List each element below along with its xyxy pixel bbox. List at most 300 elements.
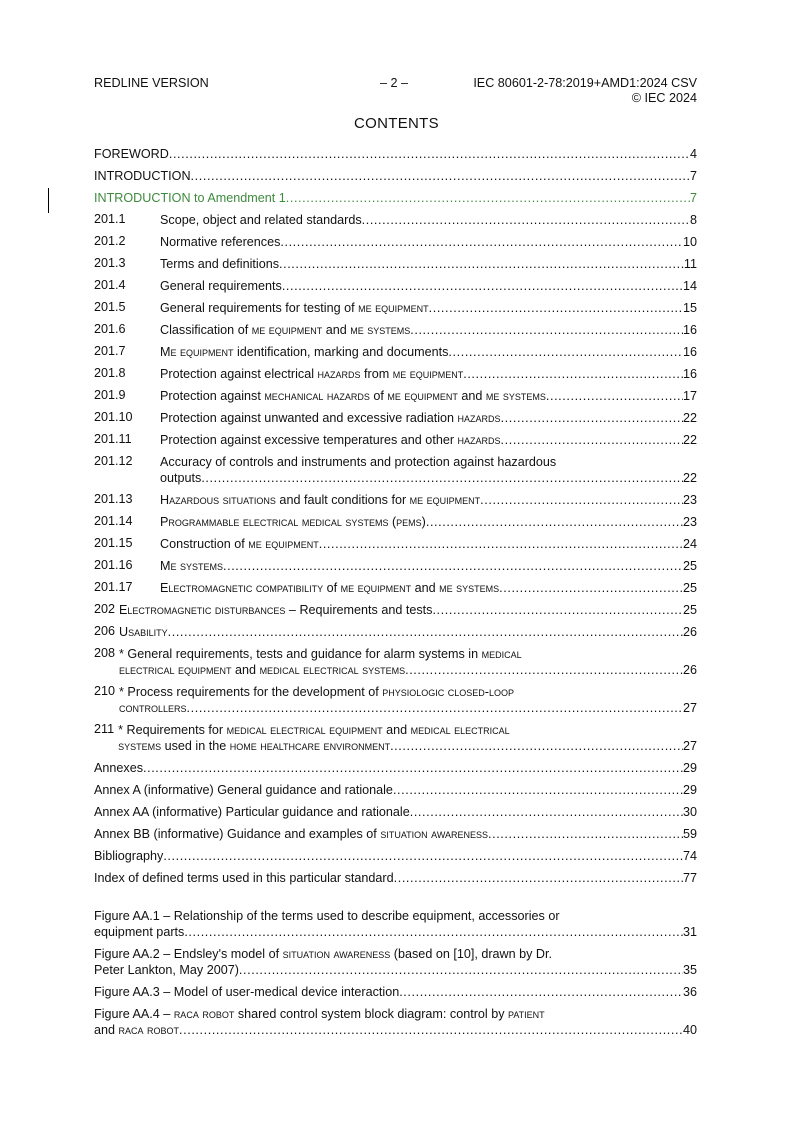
- section-number: 201.17: [94, 580, 133, 594]
- toc-entry[interactable]: [94, 848, 697, 864]
- leader-dots: [399, 984, 683, 1000]
- toc-entry[interactable]: [94, 410, 697, 426]
- entry-line: [94, 962, 697, 978]
- section-number: 201.13: [94, 492, 133, 506]
- title-segment: home healthcare environment: [229, 739, 391, 753]
- leader-dots: [319, 536, 683, 552]
- title-segment: raca robot: [118, 1023, 180, 1037]
- page-ref[interactable]: 40: [682, 1023, 697, 1037]
- entry-line: [160, 344, 697, 360]
- toc-entry[interactable]: [94, 760, 697, 776]
- leader-dots: [394, 870, 683, 886]
- title-segment: FOREWORD: [94, 147, 169, 161]
- table-of-contents: [94, 146, 697, 1044]
- toc-entry[interactable]: [94, 1006, 697, 1038]
- toc-entry[interactable]: [94, 946, 697, 978]
- toc-entry[interactable]: [94, 344, 697, 360]
- entry-body: [94, 848, 697, 864]
- title-segment: situation awareness: [282, 947, 391, 961]
- entry-body: [94, 984, 697, 1000]
- entry-body: [94, 760, 697, 776]
- entry-body: [94, 168, 697, 184]
- entry-title: [160, 580, 499, 596]
- title-segment: of: [323, 581, 341, 595]
- entry-line: [160, 410, 697, 426]
- entry-body: [94, 908, 697, 940]
- toc-entry[interactable]: [94, 870, 697, 886]
- entry-body: [119, 624, 697, 640]
- toc-entry[interactable]: [94, 558, 697, 574]
- toc-entry[interactable]: [94, 322, 697, 338]
- section-number: 210: [94, 684, 116, 698]
- toc-entry[interactable]: [94, 256, 697, 272]
- section-number: 201.1: [94, 212, 126, 226]
- entry-line: [94, 1022, 697, 1038]
- entry-line: [160, 366, 697, 382]
- title-segment: – Requirements and tests: [285, 603, 433, 617]
- title-segment: from: [360, 367, 393, 381]
- title-segment: used in the: [161, 739, 230, 753]
- title-segment: and: [382, 723, 411, 737]
- page-title: CONTENTS: [354, 115, 439, 132]
- entry-line: [118, 722, 697, 738]
- section-number: 201.5: [94, 300, 126, 314]
- entry-body: [160, 514, 697, 530]
- entry-title: [94, 190, 286, 206]
- leader-dots: [410, 322, 683, 338]
- entry-body: [160, 212, 697, 228]
- title-segment: Annexes: [94, 761, 144, 775]
- page-ref[interactable]: 36: [682, 985, 697, 999]
- page-ref[interactable]: 59: [682, 827, 697, 841]
- entry-body: [160, 278, 697, 294]
- leader-dots: [223, 558, 683, 574]
- title-segment: hazards: [317, 367, 361, 381]
- leader-dots: [463, 366, 683, 382]
- page-ref[interactable]: 7: [689, 191, 697, 205]
- title-segment: Annex BB (informative) Guidance and examples of: [94, 827, 381, 841]
- title-segment: Scope, object and related standards: [160, 213, 362, 227]
- entry-line: [160, 432, 697, 448]
- entry-line: [94, 908, 697, 924]
- entry-title: [160, 432, 501, 448]
- title-segment: Me systems: [160, 559, 224, 573]
- title-segment: and: [322, 323, 351, 337]
- title-segment: Electromagnetic disturbances: [119, 603, 286, 617]
- entry-line: [160, 470, 697, 486]
- page-ref[interactable]: 22: [682, 411, 697, 425]
- title-segment: Hazardous situations: [160, 493, 276, 507]
- leader-dots: [143, 760, 683, 776]
- entry-body: [119, 646, 697, 678]
- entry-title: [94, 870, 394, 886]
- title-segment: Protection against unwanted and excessive radiation: [160, 411, 458, 425]
- title-segment: outputs: [160, 471, 202, 485]
- entry-body: [160, 300, 697, 316]
- title-segment: Accuracy of controls and instruments and protection against hazardous: [160, 455, 557, 469]
- title-segment: * Process requirements for the development of: [119, 685, 383, 699]
- entry-title: [160, 454, 556, 470]
- leader-dots: [362, 212, 690, 228]
- entry-line: [94, 782, 697, 798]
- toc-entry[interactable]: [94, 984, 697, 1000]
- page-ref[interactable]: 35: [682, 963, 697, 977]
- title-segment: electrical equipment: [119, 663, 232, 677]
- leader-dots: [390, 738, 683, 754]
- page-number: – 2 –: [380, 76, 409, 90]
- toc-entry[interactable]: [94, 388, 697, 404]
- title-segment: and fault conditions for: [275, 493, 410, 507]
- toc-entry[interactable]: [94, 366, 697, 382]
- entry-title: [160, 514, 426, 530]
- section-number: 201.15: [94, 536, 133, 550]
- title-segment: equipment parts: [94, 925, 185, 939]
- entry-title: [160, 212, 362, 228]
- title-segment: Construction of: [160, 537, 249, 551]
- entry-body: [94, 826, 697, 842]
- leader-dots: [429, 300, 683, 316]
- title-segment: Classification of: [160, 323, 252, 337]
- title-segment: Terms and definitions: [160, 257, 280, 271]
- section-number: 201.11: [94, 432, 132, 446]
- title-segment: Protection against: [160, 389, 265, 403]
- title-segment: me equipment: [248, 537, 319, 551]
- entry-body: [118, 722, 697, 754]
- entry-title: [94, 984, 399, 1000]
- entry-title: [160, 536, 319, 552]
- entry-title: [94, 924, 184, 940]
- entry-body: [94, 190, 697, 206]
- title-segment: Normative references: [160, 235, 281, 249]
- page-ref[interactable]: 22: [682, 433, 697, 447]
- page-ref[interactable]: 23: [682, 493, 697, 507]
- entry-body: [160, 344, 697, 360]
- entry-line: [119, 602, 697, 618]
- entry-line: [160, 212, 697, 228]
- title-segment: Bibliography: [94, 849, 164, 863]
- page-ref[interactable]: 30: [682, 805, 697, 819]
- leader-dots: [191, 168, 690, 184]
- redline-change-bar: [48, 188, 49, 213]
- leader-dots: [546, 388, 683, 404]
- toc-entry[interactable]: [94, 646, 697, 678]
- entry-title: [119, 602, 432, 618]
- toc-entry[interactable]: [94, 804, 697, 820]
- leader-dots: [499, 580, 683, 596]
- entry-title: [118, 722, 510, 738]
- title-segment: medical: [481, 647, 522, 661]
- leader-dots: [280, 234, 683, 250]
- entry-title: [119, 662, 405, 678]
- title-segment: me equipment: [358, 301, 429, 315]
- title-segment: * Requirements for: [118, 723, 227, 737]
- page-ref[interactable]: 31: [682, 925, 697, 939]
- entry-title: [160, 558, 223, 574]
- leader-dots: [279, 256, 684, 272]
- toc-entry[interactable]: [94, 722, 697, 754]
- entry-line: [119, 646, 697, 662]
- section-number: 201.16: [94, 558, 133, 572]
- page-ref[interactable]: 74: [682, 849, 697, 863]
- title-segment: patient: [508, 1007, 545, 1021]
- entry-title: [94, 146, 169, 162]
- title-segment: me equipment: [392, 367, 464, 381]
- entry-body: [160, 492, 697, 508]
- entry-title: [160, 470, 201, 486]
- section-number: 201.2: [94, 234, 126, 248]
- title-segment: physiologic closed-loop: [382, 685, 514, 699]
- title-segment: me equipment: [387, 389, 458, 403]
- page-header: [94, 76, 697, 110]
- section-number: 201.12: [94, 454, 133, 468]
- toc-entry[interactable]: [94, 190, 697, 206]
- section-number: 208: [94, 646, 116, 660]
- title-segment: mechanical hazards: [264, 389, 370, 403]
- leader-dots: [282, 278, 683, 294]
- entry-title: [94, 946, 552, 962]
- section-number: 201.4: [94, 278, 126, 292]
- leader-dots: [405, 662, 683, 678]
- section-number: 201.6: [94, 322, 126, 336]
- entry-title: [160, 344, 448, 360]
- title-segment: medical electrical equipment: [226, 723, 383, 737]
- page-ref[interactable]: 25: [682, 559, 697, 573]
- document-id: IEC 80601-2-78:2019+AMD1:2024 CSV: [473, 76, 697, 90]
- page-ref[interactable]: 26: [682, 663, 697, 677]
- toc-entry[interactable]: [94, 168, 697, 184]
- page-ref[interactable]: 10: [682, 235, 697, 249]
- leader-dots: [179, 1022, 683, 1038]
- entry-body: [160, 432, 697, 448]
- title-segment: * General requirements, tests and guidance for alarm systems in: [119, 647, 482, 661]
- leader-dots: [187, 700, 683, 716]
- leader-dots: [488, 826, 683, 842]
- title-segment: Index of defined terms used in this particular standard: [94, 871, 394, 885]
- page-ref[interactable]: 27: [682, 739, 697, 753]
- page-ref[interactable]: 15: [682, 301, 697, 315]
- title-segment: INTRODUCTION: [94, 169, 191, 183]
- entry-line: [94, 168, 697, 184]
- entry-line: [160, 580, 697, 596]
- entry-body: [94, 782, 697, 798]
- toc-entry[interactable]: [94, 602, 697, 618]
- toc-entry[interactable]: [94, 454, 697, 486]
- page-ref[interactable]: 8: [689, 213, 697, 227]
- title-segment: INTRODUCTION to Amendment 1: [94, 191, 286, 205]
- entry-title: [119, 700, 187, 716]
- entry-line: [94, 924, 697, 940]
- entry-body: [94, 1006, 697, 1038]
- entry-body: [94, 870, 697, 886]
- page-ref[interactable]: 24: [682, 537, 697, 551]
- entry-line: [94, 146, 697, 162]
- entry-title: [119, 684, 514, 700]
- page-ref[interactable]: 27: [682, 701, 697, 715]
- entry-body: [94, 804, 697, 820]
- title-segment: me equipment: [251, 323, 323, 337]
- title-segment: situation awareness: [380, 827, 488, 841]
- title-segment: and: [411, 581, 440, 595]
- entry-line: [94, 1006, 697, 1022]
- title-segment: hazards: [457, 433, 501, 447]
- title-segment: General requirements for testing of: [160, 301, 359, 315]
- entry-body: [160, 388, 697, 404]
- page-ref[interactable]: 25: [682, 603, 697, 617]
- page-ref[interactable]: 17: [682, 389, 697, 403]
- page-ref[interactable]: 23: [682, 515, 697, 529]
- page-ref[interactable]: 7: [689, 169, 697, 183]
- entry-body: [160, 558, 697, 574]
- title-segment: Usability: [119, 625, 168, 639]
- toc-entry[interactable]: [94, 300, 697, 316]
- toc-entry[interactable]: [94, 782, 697, 798]
- entry-line: [94, 826, 697, 842]
- entry-body: [119, 684, 697, 716]
- toc-entry[interactable]: [94, 826, 697, 842]
- entry-title: [118, 738, 390, 754]
- entry-body: [94, 946, 697, 978]
- entry-title: [160, 492, 480, 508]
- title-segment: Figure AA.1 – Relationship of the terms used to describe equipment, accessories or: [94, 909, 560, 923]
- entry-line: [160, 322, 697, 338]
- entry-title: [94, 804, 410, 820]
- title-segment: Electromagnetic compatibility: [160, 581, 324, 595]
- entry-title: [94, 1022, 179, 1038]
- entry-title: [160, 366, 463, 382]
- toc-entry[interactable]: [94, 624, 697, 640]
- entry-line: [94, 984, 697, 1000]
- entry-title: [160, 322, 410, 338]
- section-number: 201.7: [94, 344, 126, 358]
- title-segment: Annex A (informative) General guidance and rationale: [94, 783, 393, 797]
- page-ref[interactable]: 4: [689, 147, 697, 161]
- entry-body: [160, 536, 697, 552]
- toc-entry[interactable]: [94, 514, 697, 530]
- page-ref[interactable]: 11: [683, 257, 697, 271]
- entry-body: [160, 234, 697, 250]
- entry-body: [160, 454, 697, 486]
- section-number: 201.8: [94, 366, 126, 380]
- entry-title: [160, 300, 429, 316]
- entry-line: [160, 278, 697, 294]
- entry-line: [160, 256, 697, 272]
- toc-entry[interactable]: [94, 908, 697, 940]
- header-left: REDLINE VERSION: [94, 76, 209, 90]
- toc-entry[interactable]: [94, 580, 697, 596]
- entry-line: [94, 870, 697, 886]
- title-segment: medical electrical systems: [259, 663, 406, 677]
- page-ref[interactable]: 16: [682, 323, 697, 337]
- entry-line: [119, 700, 697, 716]
- entry-title: [160, 234, 280, 250]
- page-ref[interactable]: 25: [682, 581, 697, 595]
- entry-line: [94, 804, 697, 820]
- page-ref[interactable]: 14: [682, 279, 697, 293]
- toc-entry[interactable]: [94, 492, 697, 508]
- page-ref[interactable]: 29: [682, 761, 697, 775]
- title-segment: hazards: [457, 411, 501, 425]
- leader-dots: [169, 146, 690, 162]
- copyright: © IEC 2024: [631, 90, 697, 105]
- leader-dots: [239, 962, 683, 978]
- entry-title: [119, 646, 522, 662]
- title-segment: and: [94, 1023, 119, 1037]
- entry-body: [160, 580, 697, 596]
- entry-body: [94, 146, 697, 162]
- page-ref[interactable]: 26: [682, 625, 697, 639]
- entry-title: [94, 760, 143, 776]
- title-segment: Programmable electrical medical systems (pems): [160, 515, 426, 529]
- title-segment: me systems: [485, 389, 546, 403]
- header-right: [473, 76, 697, 105]
- entry-line: [160, 234, 697, 250]
- title-segment: me equipment: [340, 581, 412, 595]
- toc-entry[interactable]: [94, 536, 697, 552]
- leader-dots: [168, 624, 683, 640]
- page-ref[interactable]: 22: [682, 471, 697, 485]
- entry-title: [94, 782, 393, 798]
- title-segment: Me equipment: [160, 345, 234, 359]
- entry-line: [119, 624, 697, 640]
- entry-title: [94, 848, 163, 864]
- leader-dots: [410, 804, 683, 820]
- title-segment: Figure AA.3 – Model of user-medical device interaction: [94, 985, 400, 999]
- leader-dots: [201, 470, 683, 486]
- page-ref[interactable]: 16: [682, 367, 697, 381]
- section-number: 201.3: [94, 256, 126, 270]
- entry-line: [119, 662, 697, 678]
- entry-body: [160, 410, 697, 426]
- title-segment: Protection against electrical: [160, 367, 318, 381]
- toc-entry[interactable]: [94, 278, 697, 294]
- entry-line: [94, 190, 697, 206]
- toc-entry[interactable]: [94, 234, 697, 250]
- entry-line: [118, 738, 697, 754]
- section-number: 202: [94, 602, 116, 616]
- entry-title: [94, 168, 191, 184]
- section-number: 201.10: [94, 410, 133, 424]
- entry-line: [160, 388, 697, 404]
- toc-entry[interactable]: [94, 432, 697, 448]
- entry-title: [119, 624, 168, 640]
- title-segment: Figure AA.2 – Endsley's model of: [94, 947, 283, 961]
- entry-title: [94, 908, 560, 924]
- page-ref[interactable]: 77: [682, 871, 697, 885]
- toc-entry[interactable]: [94, 684, 697, 716]
- toc-entry[interactable]: [94, 146, 697, 162]
- leader-dots: [501, 432, 683, 448]
- toc-entry[interactable]: [94, 212, 697, 228]
- title-segment: Annex AA (informative) Particular guidance and rationale: [94, 805, 410, 819]
- title-segment: Figure AA.4 –: [94, 1007, 174, 1021]
- title-segment: medical electrical: [410, 723, 510, 737]
- entry-body: [119, 602, 697, 618]
- section-number: 201.9: [94, 388, 126, 402]
- entry-line: [160, 514, 697, 530]
- page-ref[interactable]: 16: [682, 345, 697, 359]
- section-number: 211: [94, 722, 115, 736]
- leader-dots: [184, 924, 683, 940]
- entry-title: [160, 256, 279, 272]
- title-segment: and: [231, 663, 260, 677]
- title-segment: (based on [10], drawn by Dr.: [390, 947, 553, 961]
- leader-dots: [393, 782, 683, 798]
- page-ref[interactable]: 29: [682, 783, 697, 797]
- title-segment: me systems: [439, 581, 500, 595]
- leader-dots: [448, 344, 683, 360]
- section-number: 201.14: [94, 514, 133, 528]
- title-segment: Peter Lankton, May 2007): [94, 963, 239, 977]
